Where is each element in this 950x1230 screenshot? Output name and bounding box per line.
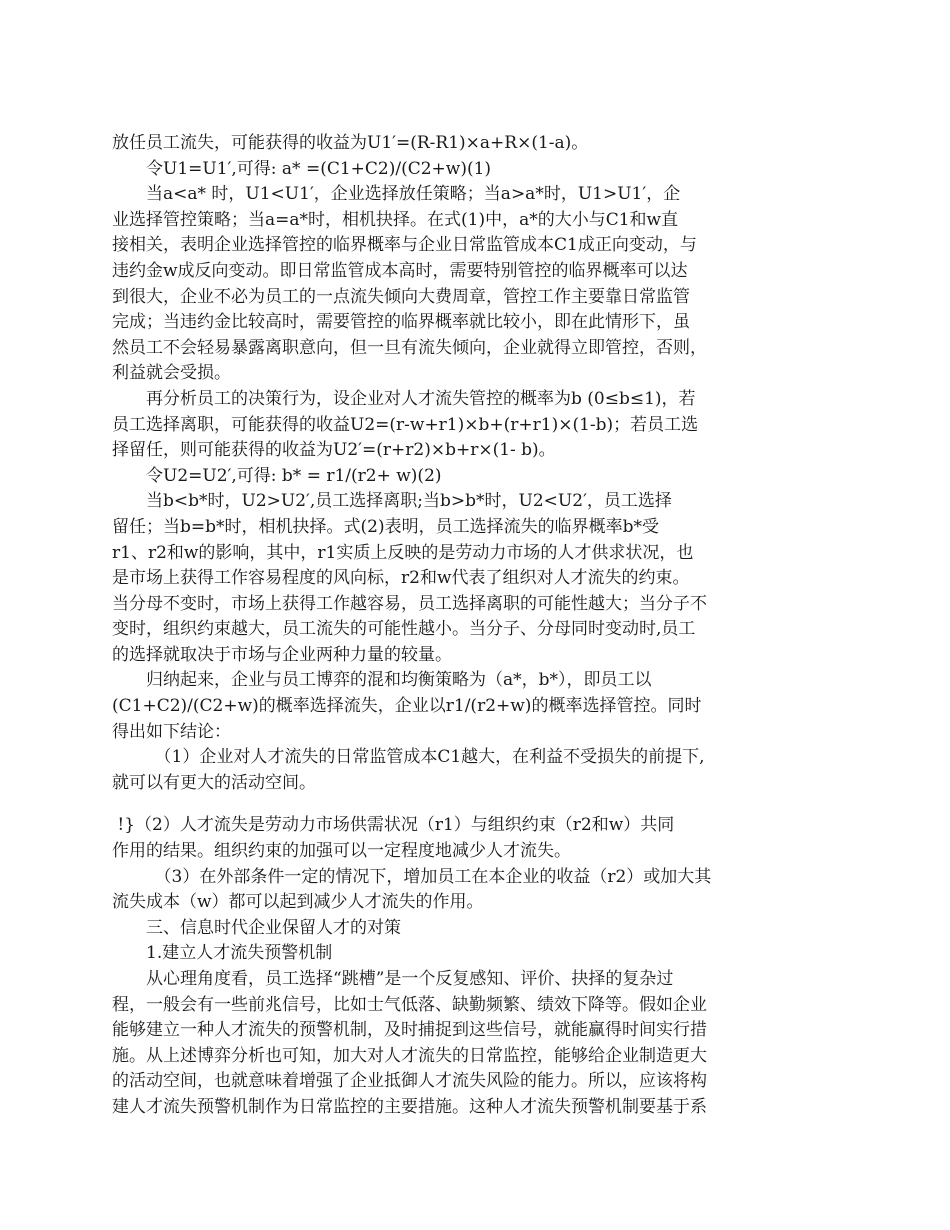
text-line: 再分析员工的决策行为，设企业对人才流失管控的概率为b (0≤b≤1)，若 (146, 388, 696, 409)
text-line: 令U1=U1′,可得: a* =(C1+C2)/(C2+w)(1) (146, 158, 492, 179)
text-line: （1）企业对人才流失的日常监管成本C1越大，在利益不受损失的前提下, (154, 747, 705, 768)
text-line: 得出如下结论： (112, 721, 231, 742)
text-line: 择留任，则可能获得的收益为U2′=(r+r2)×b+r×(1- b)。 (112, 440, 556, 461)
text-line: 业选择管控策略；当a=a*时，相机抉择。在式(1)中，a*的大小与C1和w直 (112, 209, 679, 230)
text-line: 然员工不会轻易暴露离职意向，但一旦有流失倾向，企业就得立即管控，否则， (112, 337, 707, 358)
text-line: 利益就会受损。 (112, 363, 231, 384)
text-line: 流失成本（w）都可以起到减少人才流失的作用。 (112, 892, 484, 913)
text-line: !}（2）人才流失是劳动力市场供需状况（r1）与组织约束（r2和w）共同 (112, 815, 675, 836)
text-line: 当b<b*时，U2>U2′,员工选择离职;当b>b*时，U2<U2′，员工选择 (146, 491, 672, 512)
text-line: 从心理角度看，员工选择“跳槽”是一个反复感知、评价、抉择的复杂过 (146, 969, 674, 989)
text-line: 归纳起来，企业与员工博弈的混和均衡策略为（a*，b*），即员工以 (146, 670, 652, 691)
text-line: 程，一般会有一些前兆信号，比如士气低落、缺勤频繁、绩效下降等。假如企业 (112, 994, 707, 1015)
text-line: 施。从上述博弈分析也可知，加大对人才流失的日常监控，能够给企业制造更大 (112, 1045, 707, 1066)
text-line: 的选择就取决于市场与企业两种力量的较量。 (112, 644, 452, 665)
text-line: (C1+C2)/(C2+w)的概率选择流失，企业以r1/(r2+w)的概率选择管控。同时 (112, 696, 702, 717)
text-line: 到很大，企业不必为员工的一点流失倾向大费周章，管控工作主要靠日常监管 (112, 286, 690, 307)
text-line: 作用的结果。组织约束的加强可以一定程度地减少人才流失。 (112, 841, 571, 862)
text-line: 令U2=U2′,可得: b* = r1/(r2+ w)(2) (146, 465, 442, 486)
text-line: r1、r2和w的影响，其中，r1实质上反映的是劳动力市场的人才供求状况，也 (112, 542, 694, 563)
text-line: 是市场上获得工作容易程度的风向标，r2和w代表了组织对人才流失的约束。 (112, 568, 690, 589)
text-line: 1.建立人才流失预警机制 (146, 943, 333, 964)
paragraph-gap (112, 796, 772, 813)
text-line: 放任员工流失，可能获得的收益为U1′=(R-R1)×a+R×(1-a)。 (112, 133, 589, 153)
document-page (112, 131, 772, 1121)
text-line: 三、信息时代企业保留人才的对策 (146, 917, 401, 938)
text-line: （3）在外部条件一定的情况下，增加员工在本企业的收益（r2）或加大其 (154, 866, 712, 887)
text-line: 当a<a* 时，U1<U1′，企业选择放任策略；当a>a*时，U1>U1′，企 (146, 184, 681, 205)
text-line: 建人才流失预警机制作为日常监控的主要措施。这种人才流失预警机制要基于系 (112, 1096, 707, 1117)
text-line: 完成；当违约金比较高时，需要管控的临界概率就比较小，即在此情形下，虽 (112, 312, 690, 333)
text-line: 的活动空间，也就意味着增强了企业抵御人才流失风险的能力。所以，应该将构 (112, 1071, 707, 1092)
text-line: 接相关，表明企业选择管控的临界概率与企业日常监管成本C1成正向变动，与 (112, 235, 697, 256)
text-line: 就可以有更大的活动空间。 (112, 772, 316, 793)
text-line: 违约金w成反向变动。即日常监管成本高时，需要特别管控的临界概率可以达 (112, 260, 688, 281)
text-line: 当分母不变时，市场上获得工作越容易，员工选择离职的可能性越大；当分子不 (112, 593, 707, 614)
text-line: 变时，组织约束越大，员工流失的可能性越小。当分子、分母同时变动时,员工 (112, 619, 696, 640)
text-line: 员工选择离职，可能获得的收益U2=(r-w+r1)×b+(r+r1)×(1-b)；若员工选 (112, 414, 699, 435)
text-line: 能够建立一种人才流失的预警机制，及时捕捉到这些信号，就能赢得时间实行措 (112, 1020, 707, 1041)
text-line: 留任；当b=b*时，相机抉择。式(2)表明，员工选择流失的临界概率b*受 (112, 516, 659, 537)
